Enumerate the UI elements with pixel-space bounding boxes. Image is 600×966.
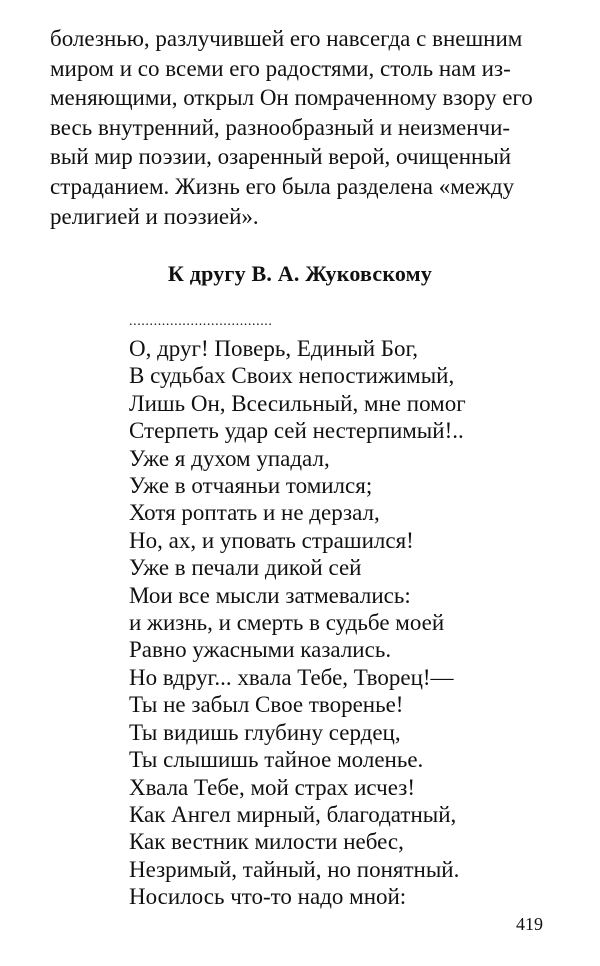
poem-line: Равно ужасными казались. — [129, 637, 392, 663]
prose-line: страданием. Жизнь его была разделена «между — [50, 173, 515, 199]
page-number: 419 — [516, 914, 543, 934]
poem-line: Лишь Он, Всесильный, мне помог — [129, 390, 466, 416]
prose-line: болезнью, разлучившей его навсегда с внешним — [50, 26, 523, 51]
poem-line: Но, ах, и уповать страшился! — [129, 527, 414, 553]
poem-line: Носилось что-то надо мной: — [129, 884, 407, 910]
poem-title: К другу В. А. Жуковскому — [167, 261, 433, 286]
prose-paragraph — [50, 24, 533, 231]
poem-line: Незримый, тайный, но понятный. — [129, 856, 460, 882]
prose-line: миром и со всеми его радостями, столь нам из- — [50, 55, 511, 81]
prose-line: весь внутренний, разнообразный и неизменчи- — [50, 114, 511, 140]
prose-line: меняющими, открыл Он помраченному взору его — [50, 85, 533, 111]
poem-body — [129, 312, 466, 911]
poem-line: Ты не забыл Свое творенье! — [129, 692, 404, 718]
poem-line: Ты слышишь тайное моленье. — [129, 747, 424, 773]
poem-line: Как Ангел мирный, благодатный, — [129, 801, 457, 827]
poem-line: и жизнь, и смерть в судьбе моей — [129, 610, 445, 636]
poem-line: Уже в отчаяньи томился; — [129, 473, 373, 499]
poem-line: Хвала Тебе, мой страх исчез! — [129, 774, 415, 800]
poem-line: Ты видишь глубину сердец, — [129, 719, 401, 745]
poem-line: Хотя роптать и не дерзал, — [129, 500, 380, 526]
prose-line: религией и поэзией». — [50, 203, 259, 229]
poem-line: Уже в печали дикой сей — [129, 555, 362, 581]
poem-line: Но вдруг... хвала Тебе, Творец!— — [129, 664, 454, 690]
prose-line: вый мир поэзии, озаренный верой, очищенный — [50, 144, 512, 170]
poem-line: Уже я духом упадал, — [129, 445, 330, 471]
poem-line: Стерпеть удар сей нестерпимый!.. — [129, 418, 464, 444]
omission-marker: ................................... — [129, 314, 273, 329]
poem-line: О, друг! Поверь, Единый Бог, — [129, 336, 419, 361]
poem-line: Мои все мысли затмевались: — [129, 582, 411, 608]
poem-line: Как вестник милости небес, — [129, 829, 404, 855]
poem-line: В судьбах Своих непостижимый, — [129, 363, 455, 389]
